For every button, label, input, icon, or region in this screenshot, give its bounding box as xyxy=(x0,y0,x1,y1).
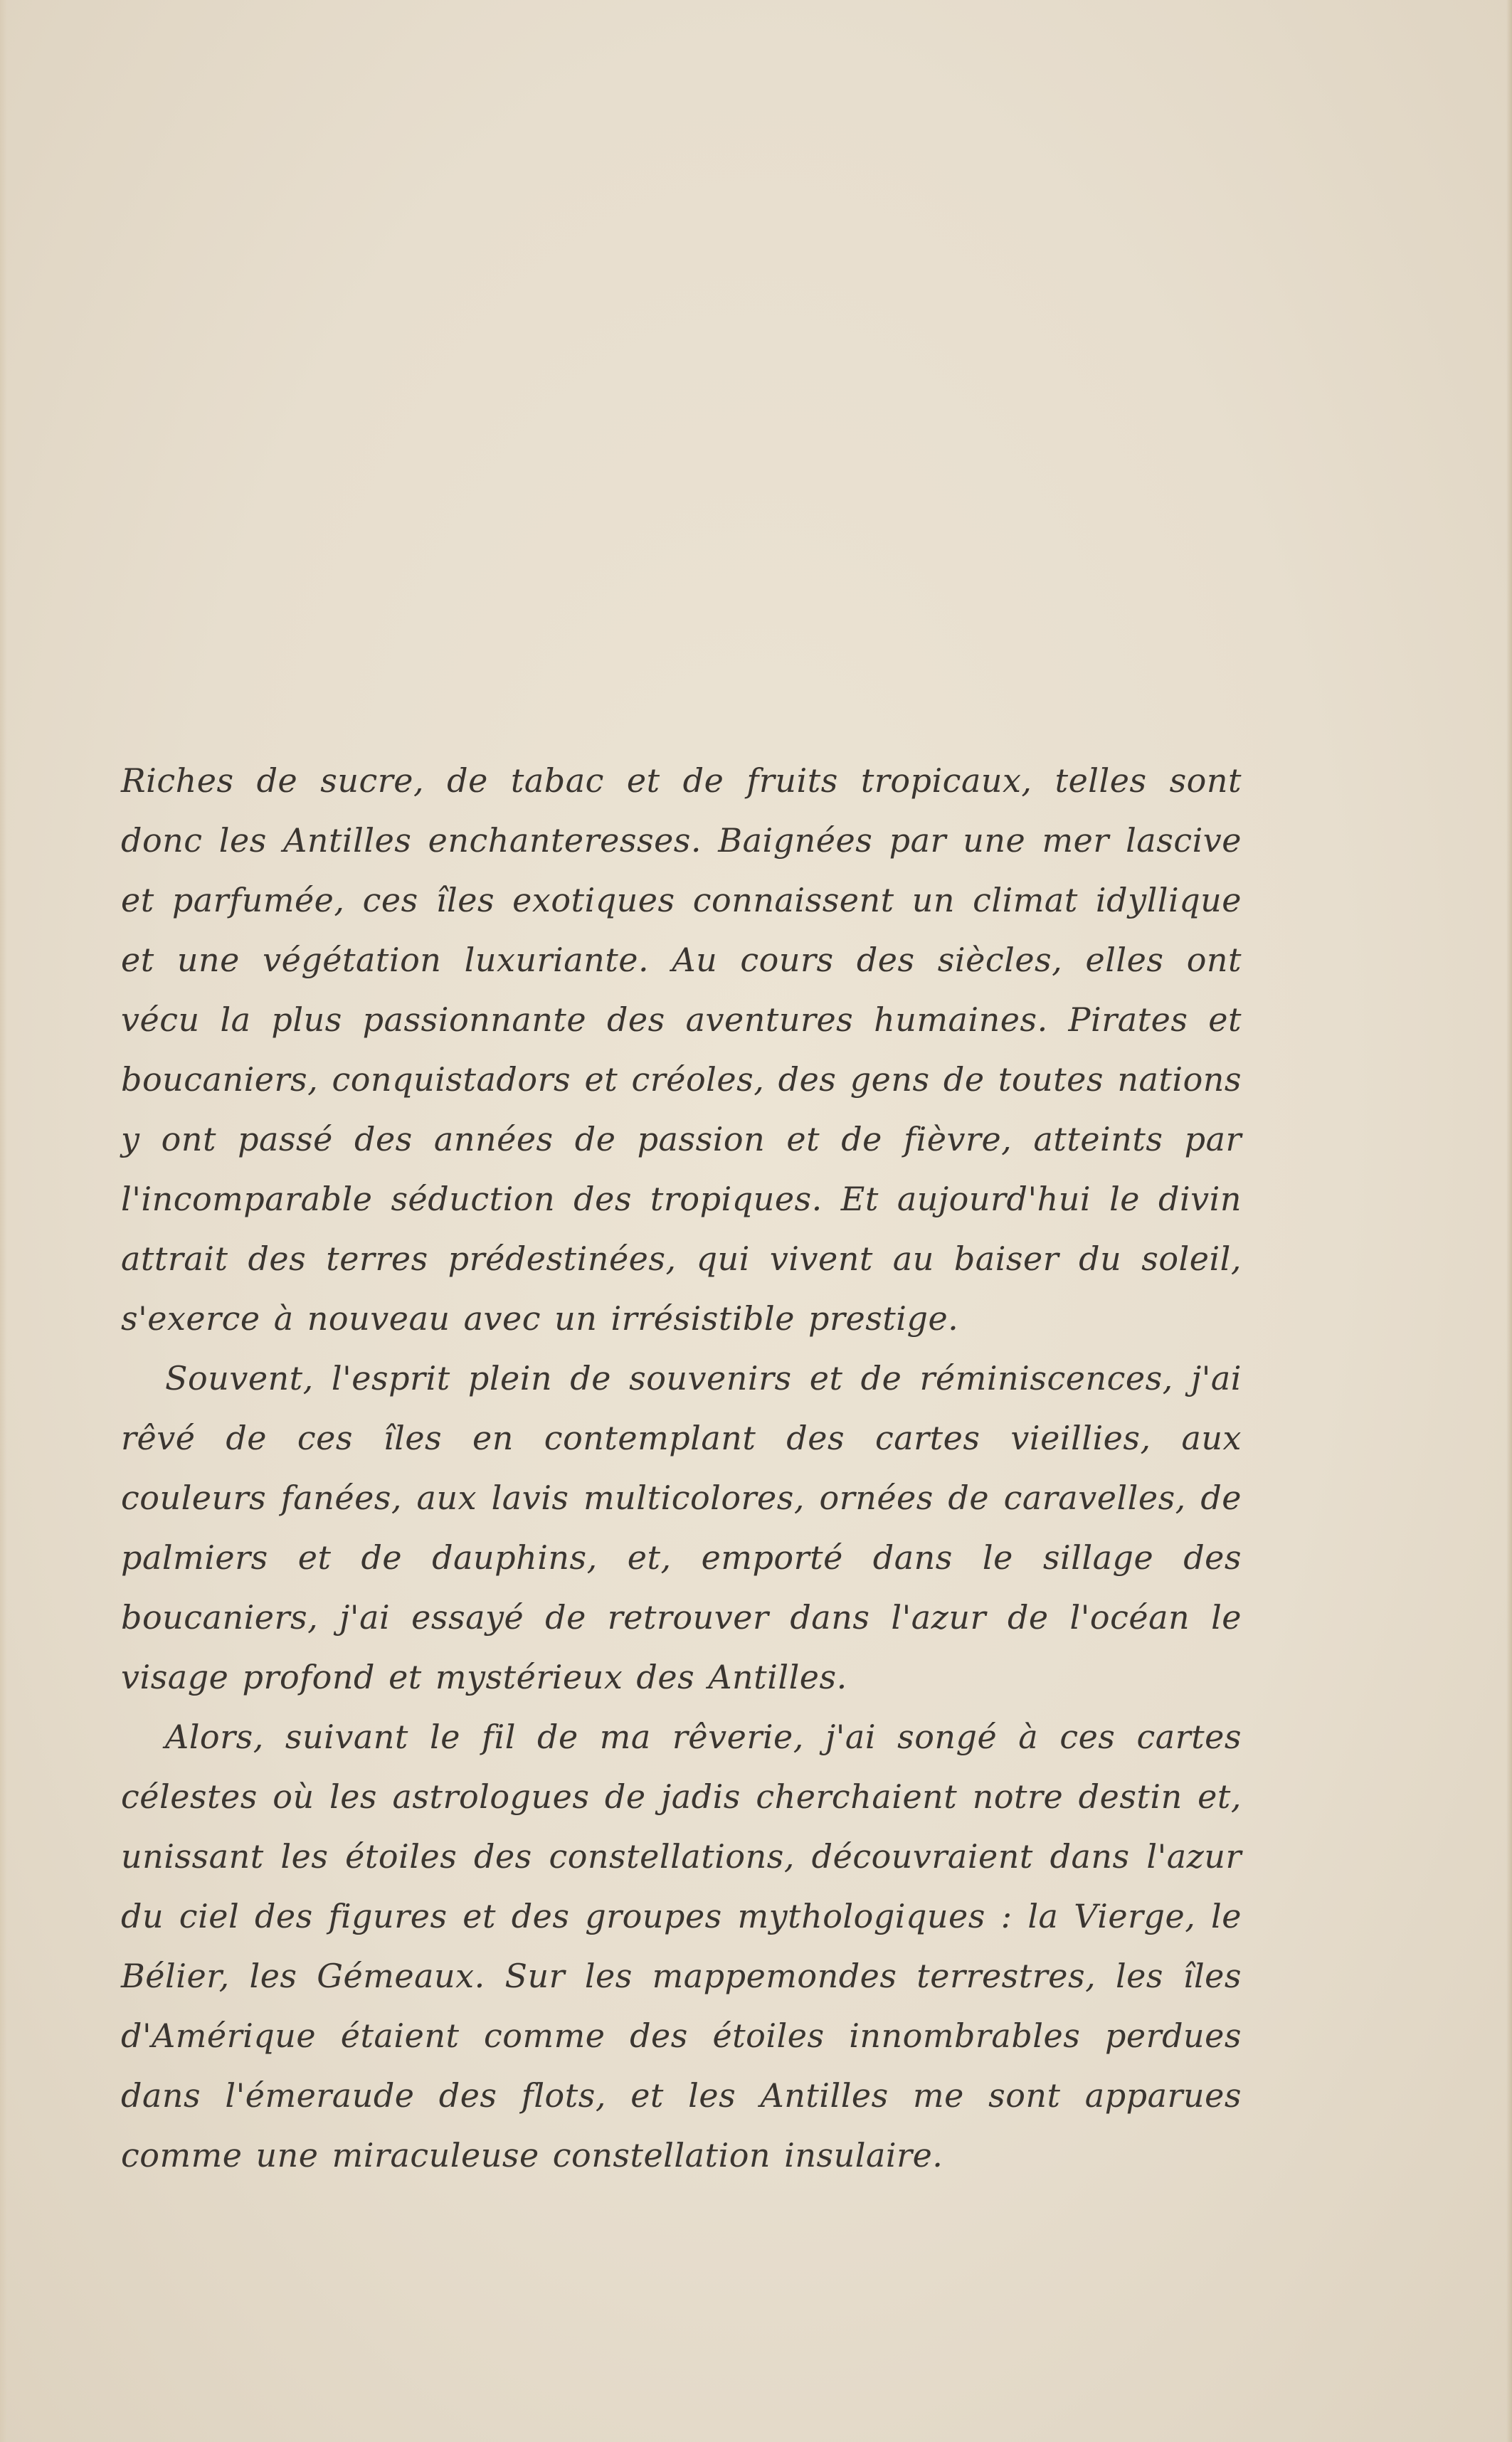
paragraph-1: Riches de sucre, de tabac et de fruits tropicaux, telles sont donc les Antilles enchanteresses. Baignées par une mer lascive et parfumée, ces îles exotiques connaissent un climat idyllique et une végétation luxuriante. Au cours des siècles, elles ont vécu la plus passionnante des aventures humaines. Pirates et boucaniers, conquistadors et créoles, des gens de toutes nations y ont passé des années de passion et de fièvre, atteints par l'incomparable séduction des tropiques. Et aujourd'hui le divin attrait des terres prédestinées, qui vivent au baiser du soleil, s'exerce à nouveau avec un irrésistible prestige. xyxy=(121,761,1242,1338)
body-text xyxy=(121,751,1242,2185)
paragraph-2: Souvent, l'esprit plein de souvenirs et de réminiscences, j'ai rêvé de ces îles en contemplant des cartes vieillies, aux couleurs fanées, aux lavis multicolores, ornées de caravelles, de palmiers et de dauphins, et, emporté dans le sillage des boucaniers, j'ai essayé de retrouver dans l'azur de l'océan le visage profond et mystérieux des Antilles. xyxy=(121,1359,1242,1696)
page-right-edge-shadow xyxy=(1506,0,1512,2442)
paragraph-3: Alors, suivant le fil de ma rêverie, j'ai songé à ces cartes célestes où les astrologues de jadis cherchaient notre destin et, unissant les étoiles des constellations, découvraient dans l'azur du ciel des figures et des groupes mythologiques : la Vierge, le Bélier, les Gémeaux. Sur les mappemondes terrestres, les îles d'Amérique étaient comme des étoiles innombrables perdues dans l'émeraude des flots, et les Antilles me sont apparues comme une miraculeuse constellation insulaire. xyxy=(121,1718,1242,2174)
page-left-edge-shadow xyxy=(0,0,7,2442)
